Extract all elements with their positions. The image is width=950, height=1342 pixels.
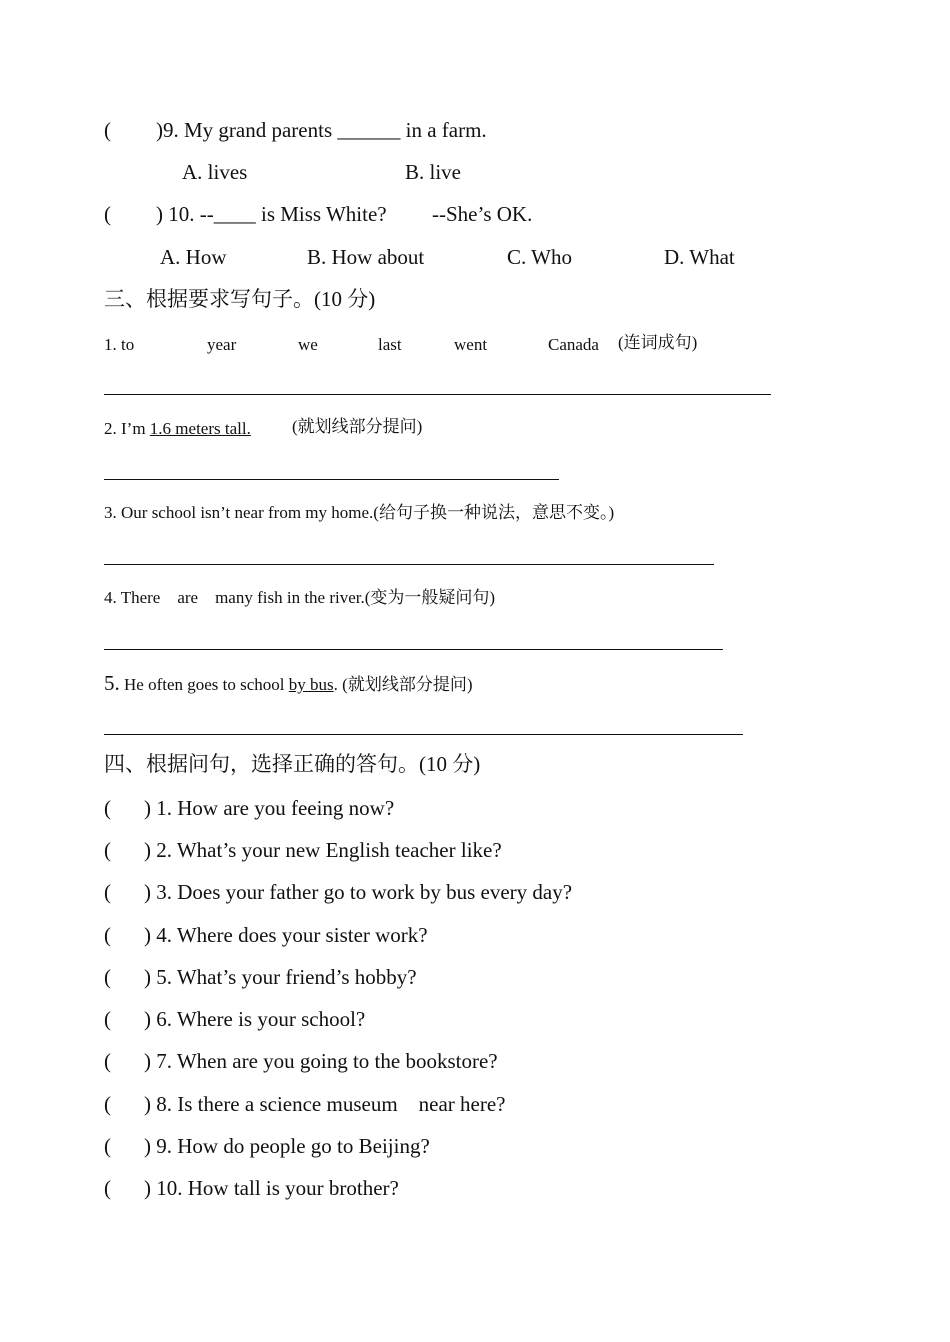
answer-paren[interactable]: (	[104, 1007, 111, 1031]
underlined-part: 1.6 meters tall.	[149, 419, 251, 438]
list-item	[104, 965, 417, 989]
list-item	[104, 838, 502, 862]
answer-line[interactable]	[104, 649, 723, 650]
word-6: Canada	[548, 335, 599, 354]
sentence-3: 3. Our school isn’t near from my home.(给句子换一种说法，意思不变。)	[104, 503, 615, 522]
question-10	[104, 202, 387, 226]
option-c: C. Who	[507, 245, 572, 269]
sentence-suffix: . (就划线部分提问)	[333, 675, 473, 694]
section-heading: 四、根据问句，选择正确的答句。(10 分)	[104, 752, 481, 776]
question-text: ) 1. How are you feeing now?	[144, 796, 395, 820]
answer-line[interactable]	[104, 394, 771, 395]
answer-paren[interactable]: (	[104, 923, 111, 947]
word-5: went	[454, 335, 488, 354]
question-text: ) 4. Where does your sister work?	[144, 923, 428, 947]
answer-paren[interactable]: (	[104, 1134, 111, 1158]
instruction: (连词成句)	[618, 333, 698, 352]
question-9	[104, 118, 487, 142]
answer-paren[interactable]: (	[104, 1176, 111, 1200]
sentence-2	[104, 418, 251, 440]
question-reply: --She’s OK.	[432, 202, 533, 226]
answer-paren[interactable]: (	[104, 838, 111, 862]
sentence-prefix: He often goes to school	[119, 675, 289, 694]
answer-paren[interactable]: (	[104, 965, 111, 989]
word-2: year	[207, 335, 237, 354]
answer-paren[interactable]: (	[104, 1049, 111, 1073]
answer-line[interactable]	[104, 564, 714, 565]
question-text: ) 8. Is there a science museum near here?	[144, 1092, 506, 1116]
list-item	[104, 1092, 506, 1116]
option-a: A. How	[160, 245, 227, 269]
question-text: ) 2. What’s your new English teacher like?	[144, 838, 502, 862]
list-item	[104, 1134, 430, 1158]
list-item	[104, 1049, 498, 1073]
question-text: ) 10. --____ is Miss White?	[156, 202, 387, 226]
question-text: ) 10. How tall is your brother?	[144, 1176, 399, 1200]
item-number: 5.	[104, 671, 120, 695]
word-3: we	[298, 335, 318, 354]
list-item	[104, 796, 394, 820]
section-heading: 三、根据要求写句子。(10 分)	[104, 287, 376, 311]
sentence-4: 4. There are many fish in the river.(变为一般疑问句)	[104, 588, 496, 607]
list-item	[104, 1007, 365, 1031]
question-text: )9. My grand parents ______ in a farm.	[156, 118, 487, 142]
instruction: (就划线部分提问)	[292, 417, 423, 436]
answer-line[interactable]	[104, 734, 743, 735]
list-item	[104, 1176, 399, 1200]
answer-paren[interactable]: (	[104, 1092, 111, 1116]
option-b: B. How about	[307, 245, 425, 269]
sentence-prefix: 2. I’m	[104, 419, 150, 438]
answer-paren[interactable]: (	[104, 880, 111, 904]
underlined-part: by bus	[288, 675, 334, 694]
answer-paren[interactable]: (	[104, 796, 111, 820]
answer-line[interactable]	[104, 479, 559, 480]
word-4: last	[378, 335, 402, 354]
question-text: ) 3. Does your father go to work by bus every day?	[144, 880, 573, 904]
list-item	[104, 923, 428, 947]
sentence-5	[104, 672, 472, 696]
answer-paren: (	[104, 202, 111, 226]
question-text: ) 5. What’s your friend’s hobby?	[144, 965, 417, 989]
question-text: ) 6. Where is your school?	[144, 1007, 366, 1031]
question-text: ) 7. When are you going to the bookstore?	[144, 1049, 498, 1073]
question-text: ) 9. How do people go to Beijing?	[144, 1134, 430, 1158]
option-a: A. lives	[182, 160, 248, 184]
option-d: D. What	[664, 245, 735, 269]
answer-paren: (	[104, 118, 111, 142]
list-item	[104, 880, 572, 904]
option-b: B. live	[405, 160, 461, 184]
word-1: 1. to	[104, 335, 135, 354]
